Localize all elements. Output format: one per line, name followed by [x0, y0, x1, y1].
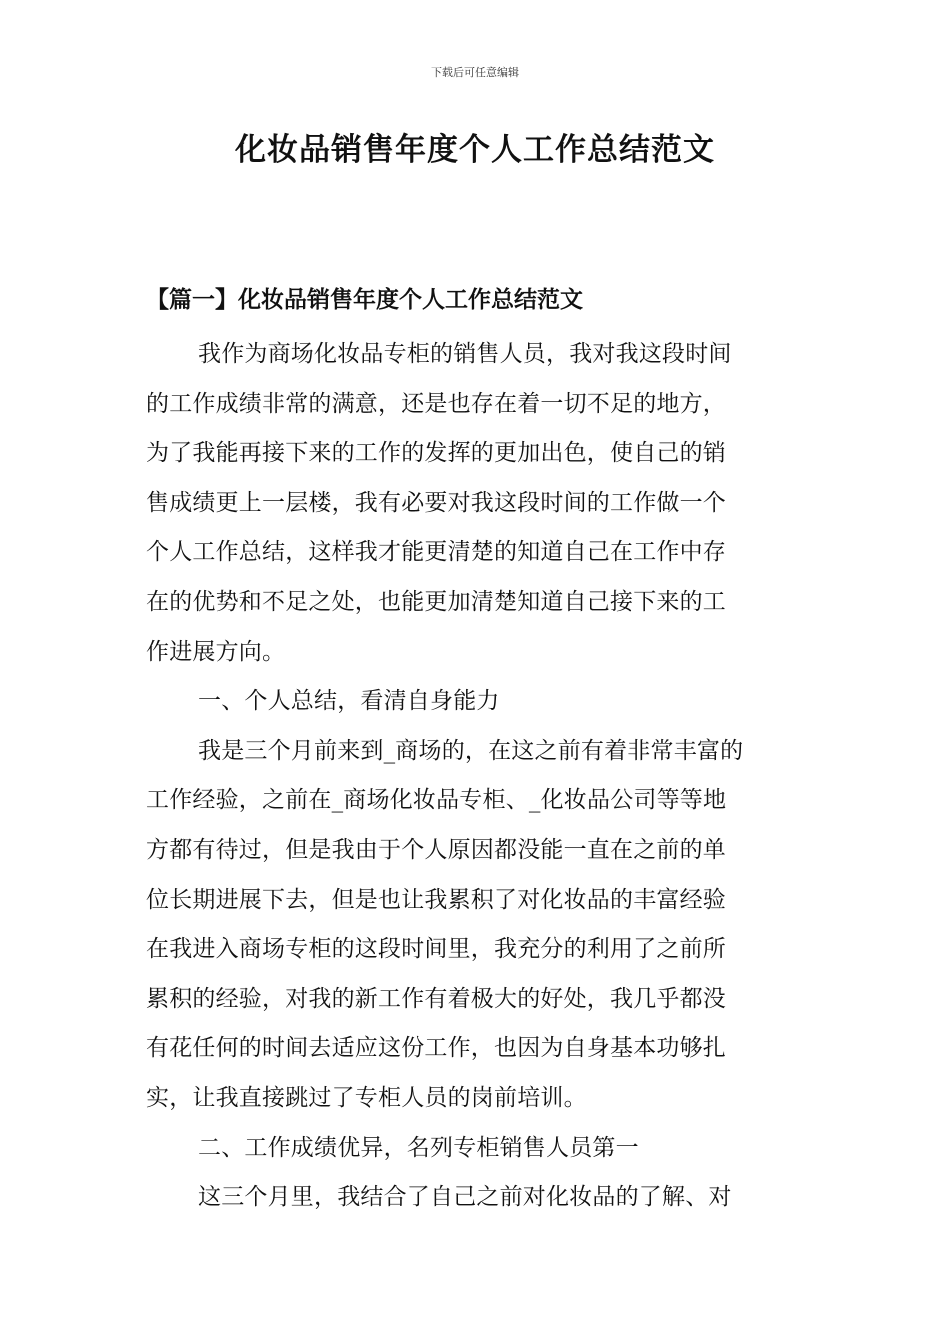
paragraph-line: 累积的经验，对我的新工作有着极大的好处，我几乎都没 [146, 985, 726, 1012]
paragraph-line: 我作为商场化妆品专柜的销售人员，我对我这段时间 [198, 341, 732, 367]
paragraph-line: 位长期进展下去，但是也让我累积了对化妆品的丰富经验 [146, 886, 726, 913]
paragraph-line: 有花任何的时间去适应这份工作，也因为自身基本功够扎 [146, 1035, 726, 1062]
paragraph-line: 的工作成绩非常的满意，还是也存在着一切不足的地方， [146, 390, 726, 417]
paragraph-line: 个人工作总结，这样我才能更清楚的知道自己在工作中存 [146, 539, 726, 566]
header-note: 下载后可任意编辑 [431, 66, 519, 79]
paragraph-line: 我是三个月前来到_商场的，在这之前有着非常丰富的 [198, 737, 744, 764]
paragraph-line: 为了我能再接下来的工作的发挥的更加出色，使自己的销 [146, 440, 726, 467]
paragraph-line: 这三个月里，我结合了自己之前对化妆品的了解、对 [198, 1184, 732, 1211]
paragraph-line: 售成绩更上一层楼，我有必要对我这段时间的工作做一个 [146, 489, 726, 516]
section-heading: 【篇一】化妆品销售年度个人工作总结范文 [146, 286, 583, 313]
subheading-line: 二、工作成绩优异，名列专柜销售人员第一 [198, 1134, 639, 1161]
body-text [146, 330, 808, 1223]
paragraph-line: 方都有待过，但是我由于个人原因都没能一直在之前的单 [146, 836, 726, 863]
paragraph-line: 在的优势和不足之处，也能更加清楚知道自己接下来的工 [146, 588, 726, 615]
paragraph-line: 在我进入商场专柜的这段时间里，我充分的利用了之前所 [146, 936, 726, 963]
subheading-line: 一、个人总结，看清自身能力 [198, 688, 500, 715]
document-title: 化妆品销售年度个人工作总结范文 [235, 132, 715, 168]
paragraph-line: 工作经验，之前在_商场化妆品专柜、_化妆品公司等等地 [146, 787, 727, 814]
paragraph-line: 实，让我直接跳过了专柜人员的岗前培训。 [146, 1084, 587, 1111]
paragraph-line: 作进展方向。 [146, 638, 286, 665]
